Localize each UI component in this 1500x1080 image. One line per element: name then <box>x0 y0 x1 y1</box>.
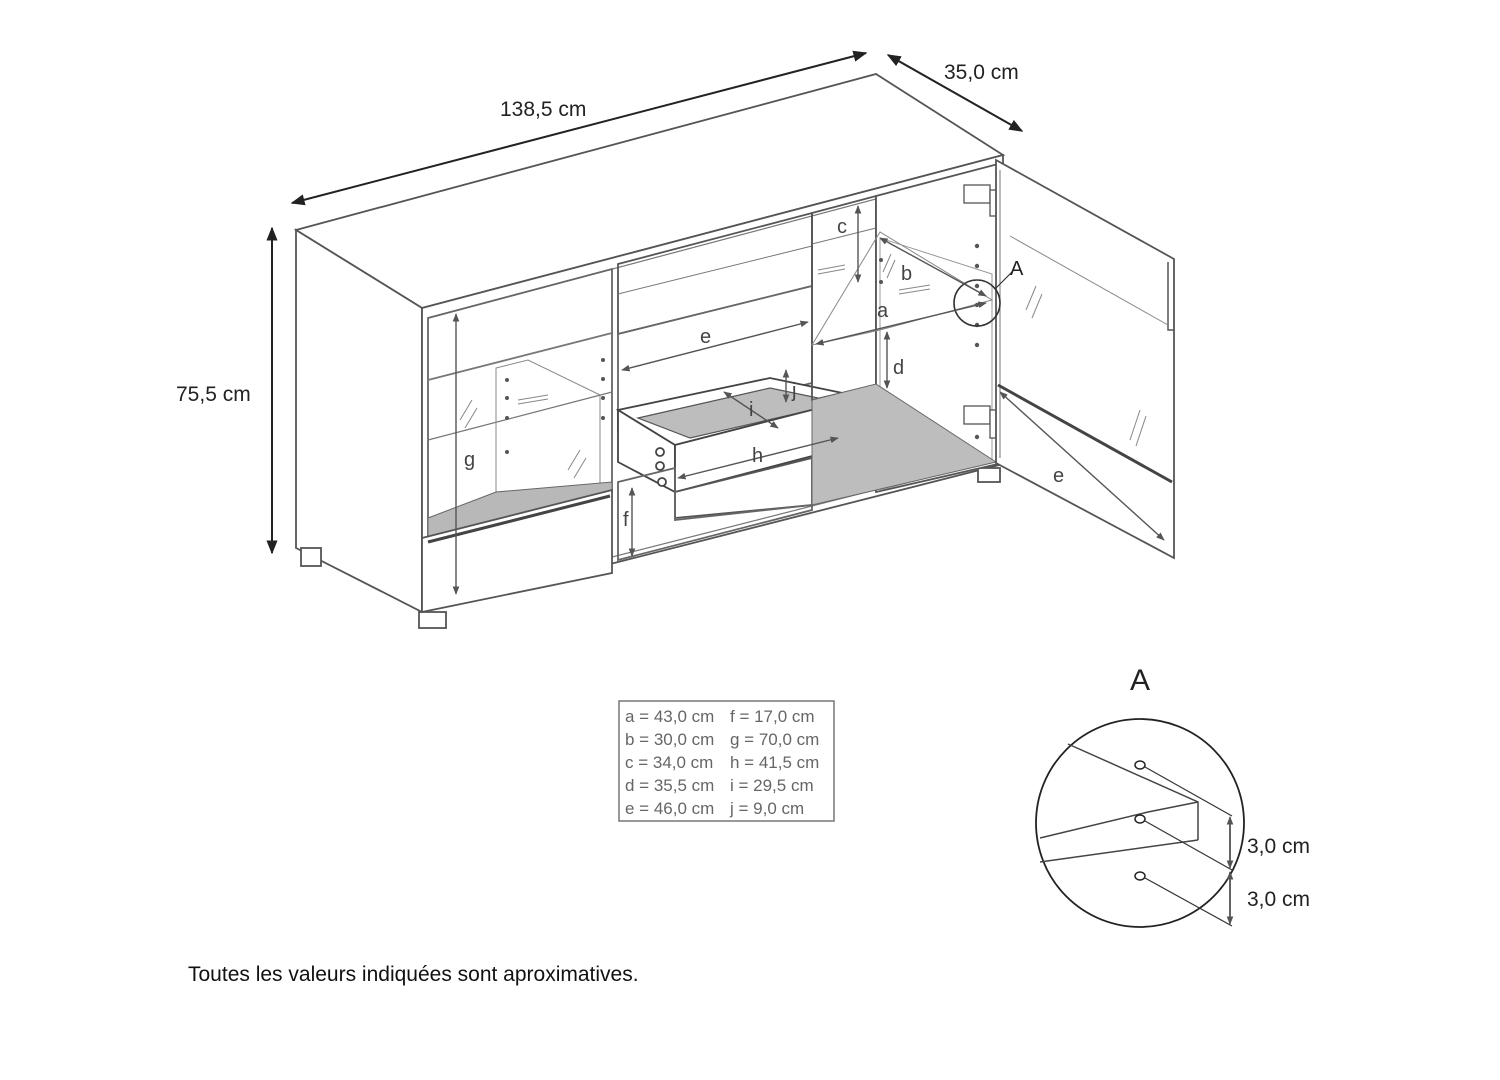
legend-row-4-right: i = 29,5 cm <box>730 776 814 795</box>
dimension-legend <box>619 701 834 821</box>
depth-label: 35,0 cm <box>944 61 1019 84</box>
label-c: c <box>837 216 847 238</box>
label-g: g <box>464 449 476 471</box>
label-a: a <box>877 300 889 322</box>
legend-row-3-right: h = 41,5 cm <box>730 753 820 772</box>
width-label: 138,5 cm <box>500 98 587 121</box>
legend-row-5-left: e = 46,0 cm <box>625 799 715 818</box>
legend-row-2-right: g = 70,0 cm <box>730 730 820 749</box>
sideboard <box>296 74 1174 628</box>
legend-row-5-right: j = 9,0 cm <box>730 799 805 818</box>
label-d: d <box>893 357 905 379</box>
legend-row-3-left: c = 34,0 cm <box>625 753 714 772</box>
legend-row-1-left: a = 43,0 cm <box>625 707 715 726</box>
label-i: i <box>749 399 754 421</box>
detail-title: A <box>1130 664 1151 697</box>
label-b: b <box>901 263 913 285</box>
footnote: Toutes les valeurs indiquées sont aproximatives. <box>188 963 639 986</box>
label-f: f <box>623 509 629 531</box>
detail-spacing-top: 3,0 cm <box>1247 835 1311 858</box>
legend-row-1-right: f = 17,0 cm <box>730 707 815 726</box>
right-open-door <box>996 160 1174 558</box>
legend-row-4-left: d = 35,5 cm <box>625 776 715 795</box>
label-e-front: e <box>700 326 712 348</box>
legend-row-2-left: b = 30,0 cm <box>625 730 715 749</box>
detail-spacing-bottom: 3,0 cm <box>1247 888 1311 911</box>
label-h: h <box>752 445 764 467</box>
height-label: 75,5 cm <box>176 383 251 406</box>
label-e-door: e <box>1053 465 1065 487</box>
foot-left-front <box>419 612 446 628</box>
callout-label: A <box>1010 258 1024 280</box>
label-j: j <box>792 380 797 402</box>
foot-right-front <box>978 468 1000 482</box>
detail-a <box>1036 664 1310 927</box>
foot-left-back <box>301 548 321 566</box>
